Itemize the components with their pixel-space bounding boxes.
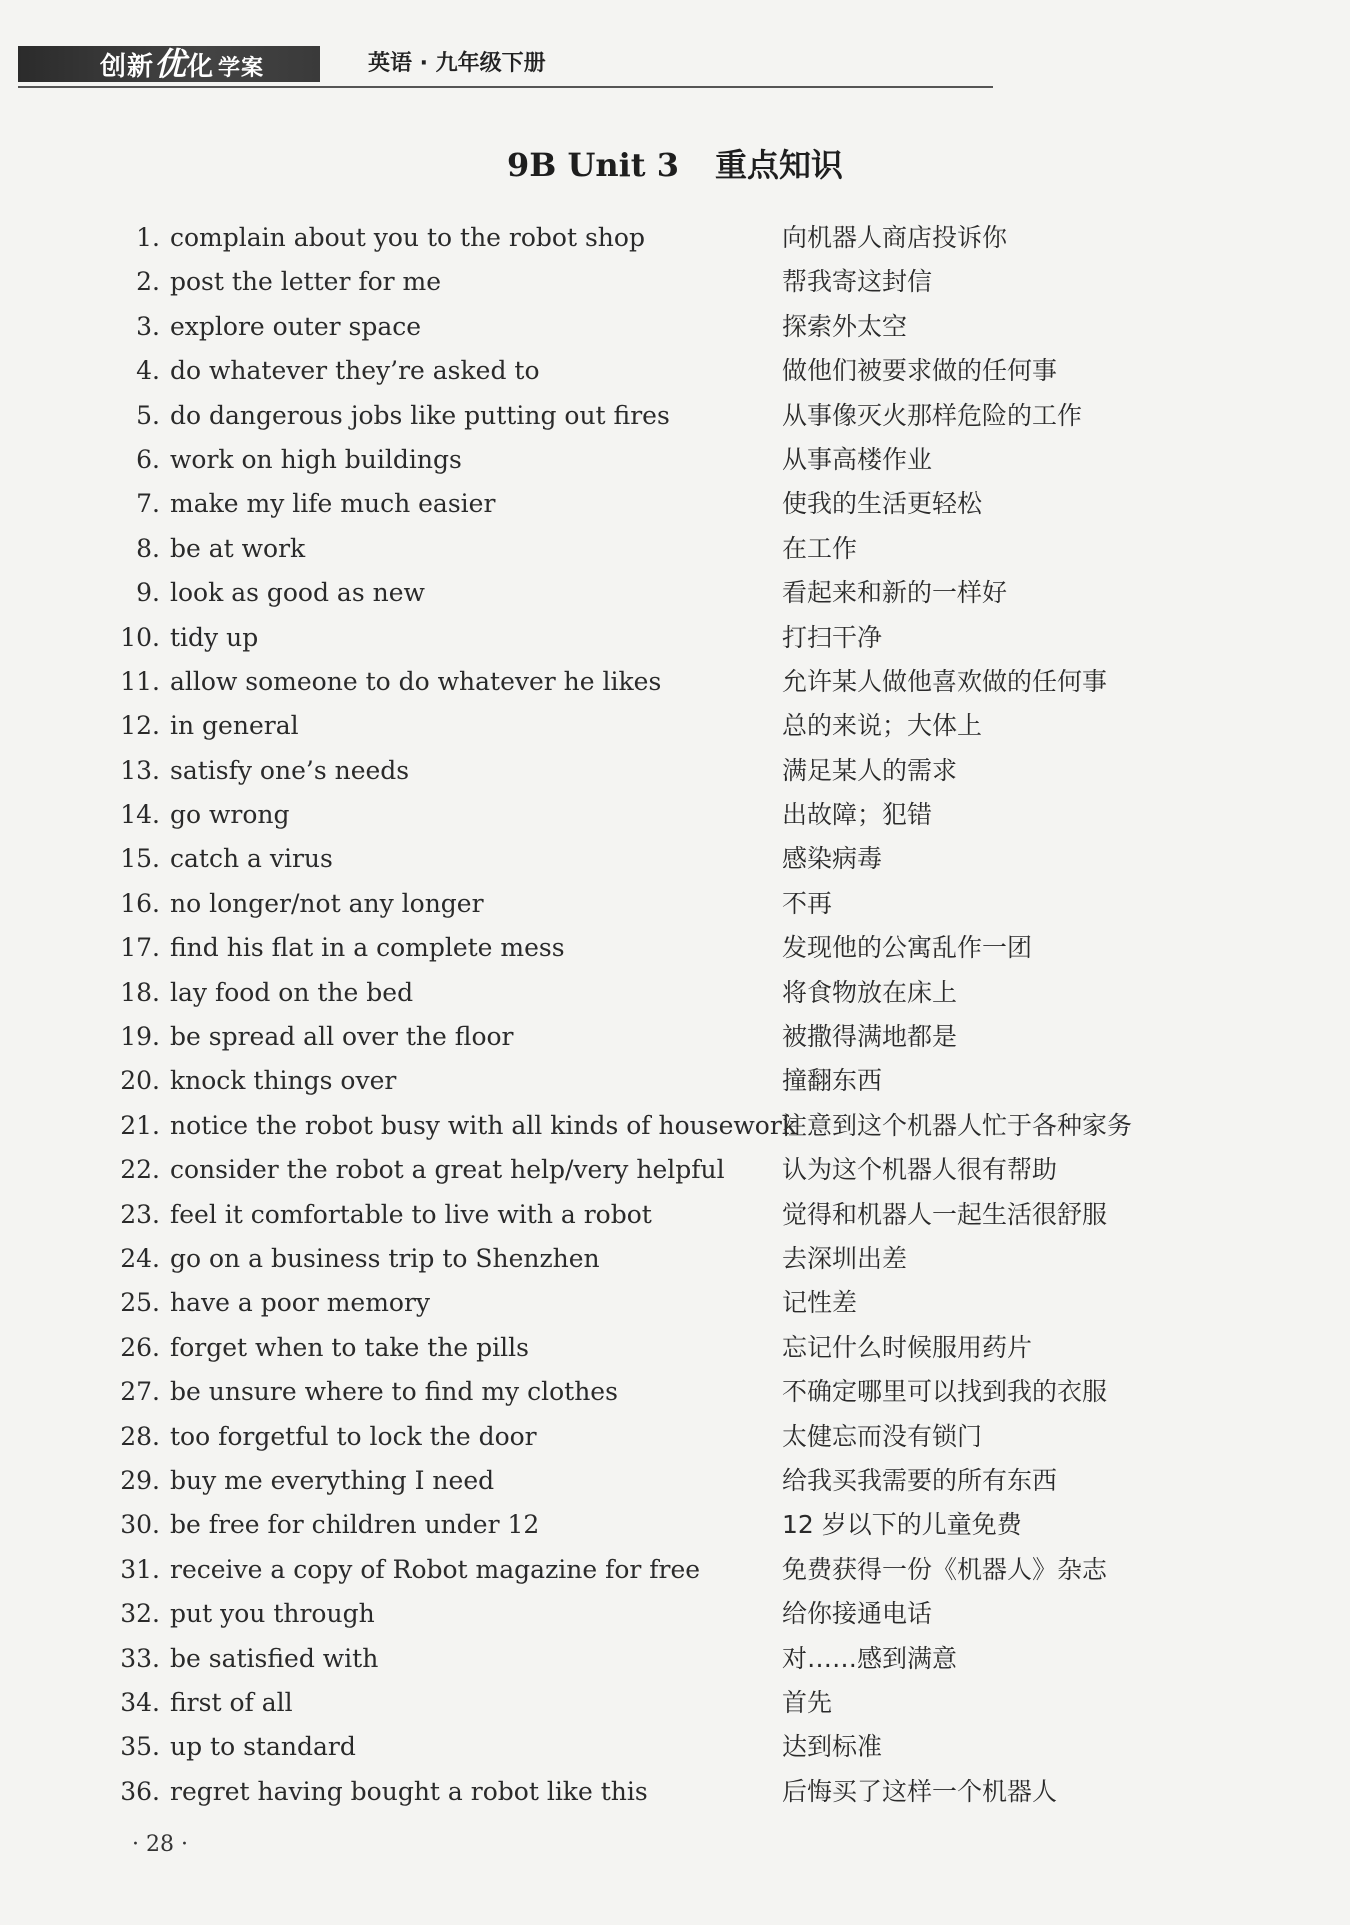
header-rule (18, 86, 993, 88)
chinese-translation: 记性差 (782, 1288, 858, 1318)
chinese-translation: 被撒得满地都是 (782, 1022, 958, 1052)
item-number: 4. (136, 356, 160, 386)
list-item (112, 1637, 1212, 1681)
chinese-translation: 从事像灭火那样危险的工作 (782, 400, 1083, 430)
list-item (112, 837, 1212, 881)
english-phrase: first of all (170, 1687, 293, 1717)
list-item (112, 749, 1212, 793)
list-item (112, 1725, 1212, 1769)
chinese-translation: 出故障；犯错 (782, 800, 933, 830)
item-number: 26. (120, 1332, 160, 1362)
chinese-translation: 达到标准 (782, 1732, 883, 1762)
chinese-translation: 首先 (782, 1687, 833, 1717)
page-number: · 28 · (132, 1832, 188, 1857)
item-number: 24. (120, 1243, 160, 1273)
english-phrase: buy me everything I need (170, 1465, 495, 1495)
list-item (112, 1503, 1212, 1547)
chinese-translation: 给我买我需要的所有东西 (782, 1465, 1058, 1495)
item-number: 35. (120, 1732, 160, 1762)
item-number: 36. (120, 1776, 160, 1806)
english-phrase: satisfy one’s needs (170, 755, 410, 785)
list-item (112, 1459, 1212, 1503)
chinese-translation: 做他们被要求做的任何事 (782, 356, 1058, 386)
item-number: 15. (120, 844, 160, 874)
list-item (112, 1370, 1212, 1414)
topic-label: 重点知识 (714, 146, 843, 184)
list-item (112, 882, 1212, 926)
english-phrase: complain about you to the robot shop (170, 223, 645, 252)
item-number: 18. (120, 977, 160, 1007)
page-title (0, 140, 1350, 186)
chinese-translation: 忘记什么时候服用药片 (782, 1332, 1033, 1362)
english-phrase: find his flat in a complete mess (170, 933, 565, 963)
item-number: 21. (120, 1110, 160, 1140)
chinese-translation: 使我的生活更轻松 (782, 489, 983, 519)
list-item (112, 349, 1212, 393)
list-item (112, 1148, 1212, 1192)
chinese-translation: 不再 (782, 888, 833, 918)
chinese-translation: 12 岁以下的儿童免费 (782, 1510, 1022, 1540)
chinese-translation: 后悔买了这样一个机器人 (782, 1776, 1058, 1806)
chinese-translation: 去深圳出差 (782, 1243, 908, 1273)
list-item (112, 1326, 1212, 1370)
chinese-translation: 将食物放在床上 (782, 977, 958, 1007)
unit-label: 9B Unit 3 (507, 146, 679, 184)
item-number: 22. (120, 1155, 160, 1185)
chinese-translation: 感染病毒 (782, 844, 883, 874)
english-phrase: post the letter for me (170, 267, 442, 297)
chinese-translation: 允许某人做他喜欢做的任何事 (782, 666, 1108, 696)
english-phrase: notice the robot busy with all kinds of housework (170, 1110, 797, 1140)
chinese-translation: 探索外太空 (782, 311, 908, 341)
english-phrase: look as good as new (170, 578, 425, 608)
list-item (112, 926, 1212, 970)
english-phrase: be spread all over the floor (170, 1022, 514, 1052)
english-phrase: knock things over (170, 1066, 397, 1096)
list-item (112, 793, 1212, 837)
chinese-translation: 打扫干净 (782, 622, 883, 652)
list-item (112, 704, 1212, 748)
english-phrase: explore outer space (170, 311, 422, 341)
item-number: 19. (120, 1022, 160, 1052)
list-item (112, 216, 1212, 260)
item-number: 2. (136, 267, 160, 297)
phrase-list (112, 216, 1212, 1814)
list-item (112, 1281, 1212, 1325)
list-item (112, 1548, 1212, 1592)
list-item (112, 1681, 1212, 1725)
item-number: 10. (120, 622, 160, 652)
item-number: 32. (120, 1599, 160, 1629)
english-phrase: have a poor memory (170, 1288, 431, 1318)
item-number: 31. (120, 1554, 160, 1584)
chinese-translation: 免费获得一份《机器人》杂志 (782, 1554, 1108, 1584)
list-item (112, 1015, 1212, 1059)
item-number: 3. (136, 311, 160, 341)
list-item (112, 1059, 1212, 1103)
english-phrase: make my life much easier (170, 489, 496, 519)
list-item (112, 305, 1212, 349)
item-number: 33. (120, 1643, 160, 1673)
item-number: 1. (136, 223, 160, 252)
item-number: 29. (120, 1465, 160, 1495)
list-item (112, 660, 1212, 704)
item-number: 9. (136, 578, 160, 608)
list-item (112, 527, 1212, 571)
english-phrase: feel it comfortable to live with a robot (170, 1199, 652, 1229)
item-number: 27. (120, 1377, 160, 1407)
chinese-translation: 帮我寄这封信 (782, 267, 933, 297)
item-number: 13. (120, 755, 160, 785)
list-item (112, 1237, 1212, 1281)
item-number: 25. (120, 1288, 160, 1318)
chinese-translation: 在工作 (782, 533, 858, 563)
item-number: 5. (136, 400, 160, 430)
list-item (112, 971, 1212, 1015)
list-item (112, 571, 1212, 615)
item-number: 28. (120, 1421, 160, 1451)
item-number: 16. (120, 888, 160, 918)
book-subject: 英语 · 九年级下册 (368, 51, 546, 76)
english-phrase: go on a business trip to Shenzhen (170, 1243, 600, 1273)
english-phrase: go wrong (170, 800, 290, 830)
list-item (112, 616, 1212, 660)
item-number: 11. (120, 666, 160, 696)
chinese-translation: 向机器人商店投诉你 (782, 223, 1008, 252)
english-phrase: put you through (170, 1599, 375, 1629)
chinese-translation: 注意到这个机器人忙于各种家务 (782, 1110, 1133, 1140)
english-phrase: be free for children under 12 (170, 1510, 540, 1540)
item-number: 14. (120, 800, 160, 830)
list-item (112, 482, 1212, 526)
item-number: 23. (120, 1199, 160, 1229)
item-number: 30. (120, 1510, 160, 1540)
english-phrase: consider the robot a great help/very helpful (170, 1155, 725, 1185)
english-phrase: in general (170, 711, 299, 741)
item-number: 7. (136, 489, 160, 519)
english-phrase: up to standard (170, 1732, 356, 1762)
item-number: 20. (120, 1066, 160, 1096)
english-phrase: be unsure where to find my clothes (170, 1377, 618, 1407)
list-item (112, 394, 1212, 438)
brand-logo: 创新优化 学案 (18, 46, 320, 82)
chinese-translation: 给你接通电话 (782, 1599, 933, 1629)
item-number: 12. (120, 711, 160, 741)
chinese-translation: 看起来和新的一样好 (782, 578, 1008, 608)
list-item (112, 438, 1212, 482)
english-phrase: allow someone to do whatever he likes (170, 666, 662, 696)
list-item (112, 1592, 1212, 1636)
english-phrase: lay food on the bed (170, 977, 414, 1007)
english-phrase: do dangerous jobs like putting out fires (170, 400, 670, 430)
english-phrase: do whatever they’re asked to (170, 356, 540, 386)
list-item (112, 1415, 1212, 1459)
item-number: 6. (136, 444, 160, 474)
chinese-translation: 从事高楼作业 (782, 444, 933, 474)
english-phrase: be at work (170, 533, 306, 563)
list-item (112, 1770, 1212, 1814)
list-item (112, 1193, 1212, 1237)
chinese-translation: 发现他的公寓乱作一团 (782, 933, 1033, 963)
chinese-translation: 太健忘而没有锁门 (782, 1421, 983, 1451)
english-phrase: regret having bought a robot like this (170, 1776, 648, 1806)
chinese-translation: 认为这个机器人很有帮助 (782, 1155, 1058, 1185)
english-phrase: too forgetful to lock the door (170, 1421, 537, 1451)
chinese-translation: 不确定哪里可以找到我的衣服 (782, 1377, 1108, 1407)
english-phrase: work on high buildings (170, 444, 462, 474)
english-phrase: tidy up (170, 622, 259, 652)
page-header (18, 42, 1018, 86)
item-number: 8. (136, 533, 160, 563)
english-phrase: forget when to take the pills (170, 1332, 529, 1362)
list-item (112, 1104, 1212, 1148)
english-phrase: receive a copy of Robot magazine for free (170, 1554, 701, 1584)
list-item (112, 260, 1212, 304)
chinese-translation: 撞翻东西 (782, 1066, 883, 1096)
chinese-translation: 对……感到满意 (782, 1643, 958, 1673)
english-phrase: no longer/not any longer (170, 888, 484, 918)
item-number: 17. (120, 933, 160, 963)
chinese-translation: 觉得和机器人一起生活很舒服 (782, 1199, 1108, 1229)
item-number: 34. (120, 1687, 160, 1717)
english-phrase: catch a virus (170, 844, 333, 874)
chinese-translation: 满足某人的需求 (782, 755, 958, 785)
chinese-translation: 总的来说；大体上 (782, 711, 983, 741)
english-phrase: be satisfied with (170, 1643, 379, 1673)
